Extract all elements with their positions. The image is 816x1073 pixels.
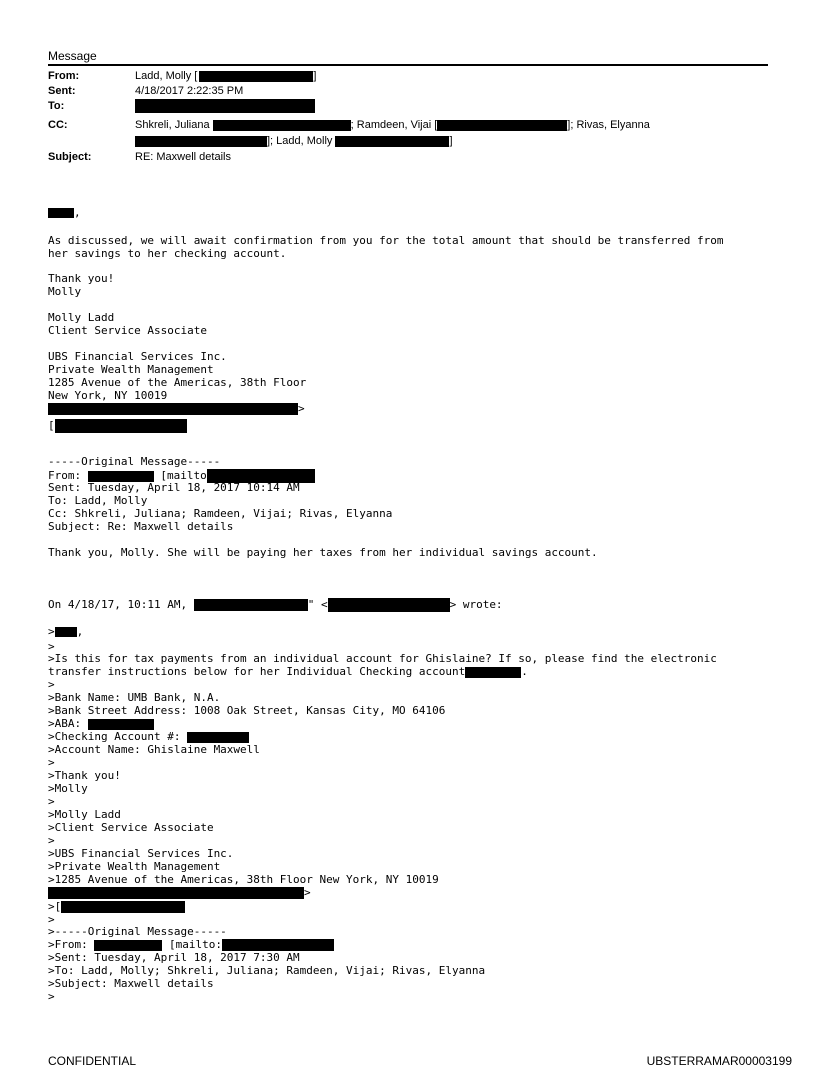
from-prefix: >From: bbox=[48, 938, 95, 951]
from-name: Ladd, Molly [ bbox=[135, 70, 198, 82]
quoted-line: >Bank Name: UMB Bank, N.A. bbox=[48, 691, 221, 704]
on-suffix: > wrote: bbox=[449, 598, 503, 611]
quoted-line bbox=[48, 718, 154, 731]
quoted-greeting bbox=[48, 626, 83, 639]
from-prefix: From: bbox=[48, 469, 88, 482]
cc-elyanna: ]; Rivas, Elyanna bbox=[567, 119, 650, 131]
redaction bbox=[465, 667, 521, 678]
header-divider bbox=[48, 64, 768, 66]
quoted-line: >To: Ladd, Molly; Shkreli, Juliana; Ramdeen, Vijai; Rivas, Elyanna bbox=[48, 964, 486, 977]
from-close: ] bbox=[313, 70, 317, 82]
quoted-line: >1285 Avenue of the Americas, 38th Floor New York, NY 10019 bbox=[48, 873, 439, 886]
q-l2-end: . bbox=[521, 665, 528, 678]
redaction bbox=[135, 136, 267, 147]
subject-value: RE: Maxwell details bbox=[135, 151, 231, 163]
redaction bbox=[199, 71, 313, 82]
quoted-line: > bbox=[48, 795, 55, 808]
to-value bbox=[135, 99, 315, 113]
contact-start: >[ bbox=[48, 900, 62, 913]
from-value bbox=[135, 69, 316, 83]
quoted-line bbox=[48, 901, 185, 914]
redaction bbox=[135, 99, 315, 113]
on-prefix: On 4/18/17, 10:11 AM, bbox=[48, 598, 194, 611]
message-title: Message bbox=[48, 49, 97, 63]
q-l2: transfer instructions below for her Individual Checking account bbox=[48, 665, 466, 678]
subject-label: Subject: bbox=[48, 151, 92, 163]
quoted-line: >-----Original Message----- bbox=[48, 925, 227, 938]
redaction bbox=[437, 120, 567, 131]
redaction bbox=[187, 732, 249, 743]
redaction bbox=[88, 471, 154, 482]
body-line: her savings to her checking account. bbox=[48, 247, 287, 260]
quoted-line: > bbox=[48, 640, 55, 653]
sent-value: 4/18/2017 2:22:35 PM bbox=[135, 85, 244, 97]
signature-title: Client Service Associate bbox=[48, 324, 207, 337]
address-line: New York, NY 10019 bbox=[48, 389, 168, 402]
cc-close: ] bbox=[449, 135, 453, 147]
contact-start: [ bbox=[48, 419, 55, 432]
redaction bbox=[194, 599, 308, 611]
quoted-line bbox=[48, 887, 311, 900]
cc-ladd: ]; Ladd, Molly bbox=[267, 135, 336, 147]
sent-label: Sent: bbox=[48, 85, 76, 97]
redaction bbox=[48, 887, 304, 899]
checking: >Checking Account #: bbox=[48, 730, 188, 743]
cc-vijai: ; Ramdeen, Vijai [ bbox=[350, 119, 438, 131]
redaction bbox=[94, 940, 162, 951]
quoted-line: >Account Name: Ghislaine Maxwell bbox=[48, 743, 260, 756]
cc-juliana: Shkreli, Juliana bbox=[135, 119, 213, 131]
quoted-line: >Thank you! bbox=[48, 769, 121, 782]
gt: > bbox=[48, 625, 55, 638]
contact-end: > bbox=[304, 886, 311, 899]
quoted-sent: Sent: Tuesday, April 18, 2017 10:14 AM bbox=[48, 481, 300, 494]
quoted-line: >Molly bbox=[48, 782, 88, 795]
aba: >ABA: bbox=[48, 717, 88, 730]
bates-number: UBSTERRAMAR00003199 bbox=[646, 1054, 792, 1068]
quoted-line: > bbox=[48, 913, 55, 926]
quoted-line: > bbox=[48, 834, 55, 847]
quoted-reply: Thank you, Molly. She will be paying her taxes from her individual savings account. bbox=[48, 546, 598, 559]
signature-name: Molly Ladd bbox=[48, 311, 115, 324]
quoted-cc: Cc: Shkreli, Juliana; Ramdeen, Vijai; Rivas, Elyanna bbox=[48, 507, 393, 520]
redaction bbox=[88, 719, 154, 730]
redaction bbox=[222, 939, 334, 951]
address-line: 1285 Avenue of the Americas, 38th Floor bbox=[48, 376, 307, 389]
body-line: As discussed, we will await confirmation from you for the total amount that should be transferred from bbox=[48, 234, 724, 247]
quoted-line: >UBS Financial Services Inc. bbox=[48, 847, 234, 860]
original-divider: -----Original Message----- bbox=[48, 455, 221, 468]
quoted-line bbox=[48, 666, 528, 679]
comma: , bbox=[76, 625, 84, 638]
confidential-label: CONFIDENTIAL bbox=[48, 1054, 137, 1068]
redaction bbox=[335, 136, 449, 147]
contact-end: > bbox=[298, 402, 305, 415]
to-label: To: bbox=[48, 100, 65, 112]
signature-contact bbox=[48, 403, 305, 416]
quoted-line: > bbox=[48, 990, 55, 1003]
redaction bbox=[48, 208, 74, 218]
greeting bbox=[48, 207, 81, 220]
quoted-line: >Client Service Associate bbox=[48, 821, 214, 834]
quoted-line bbox=[48, 731, 249, 744]
on-mid: " < bbox=[307, 598, 328, 611]
redaction bbox=[55, 627, 77, 637]
redaction bbox=[61, 901, 185, 913]
quoted-line: >Molly Ladd bbox=[48, 808, 121, 821]
body-line: Molly bbox=[48, 285, 82, 298]
quoted-line bbox=[48, 939, 334, 952]
redaction bbox=[213, 120, 351, 131]
address-line: UBS Financial Services Inc. bbox=[48, 350, 227, 363]
address-line: Private Wealth Management bbox=[48, 363, 214, 376]
quoted-line: >Private Wealth Management bbox=[48, 860, 221, 873]
quoted-to: To: Ladd, Molly bbox=[48, 494, 148, 507]
redaction bbox=[55, 419, 187, 433]
quoted-line: > bbox=[48, 678, 55, 691]
body-line: Thank you! bbox=[48, 272, 115, 285]
quoted-line: >Sent: Tuesday, April 18, 2017 7:30 AM bbox=[48, 951, 300, 964]
cc-value-2 bbox=[135, 134, 453, 148]
from-label: From: bbox=[48, 70, 80, 82]
quoted-line: >Subject: Maxwell details bbox=[48, 977, 214, 990]
mailto: [mailto bbox=[153, 469, 207, 482]
quoted-subject: Subject: Re: Maxwell details bbox=[48, 520, 234, 533]
quoted-line: >Is this for tax payments from an individual account for Ghislaine? If so, please find the electronic bbox=[48, 652, 717, 665]
mailto: [mailto: bbox=[162, 938, 222, 951]
cc-label: CC: bbox=[48, 119, 68, 131]
redaction bbox=[48, 403, 298, 415]
greeting-comma: , bbox=[74, 206, 81, 219]
quoted-line: > bbox=[48, 756, 55, 769]
quoted-line: >Bank Street Address: 1008 Oak Street, Kansas City, MO 64106 bbox=[48, 704, 446, 717]
on-wrote-line bbox=[48, 598, 503, 612]
cc-value-1 bbox=[135, 118, 650, 132]
redaction bbox=[328, 598, 450, 612]
signature-contact bbox=[48, 419, 187, 433]
